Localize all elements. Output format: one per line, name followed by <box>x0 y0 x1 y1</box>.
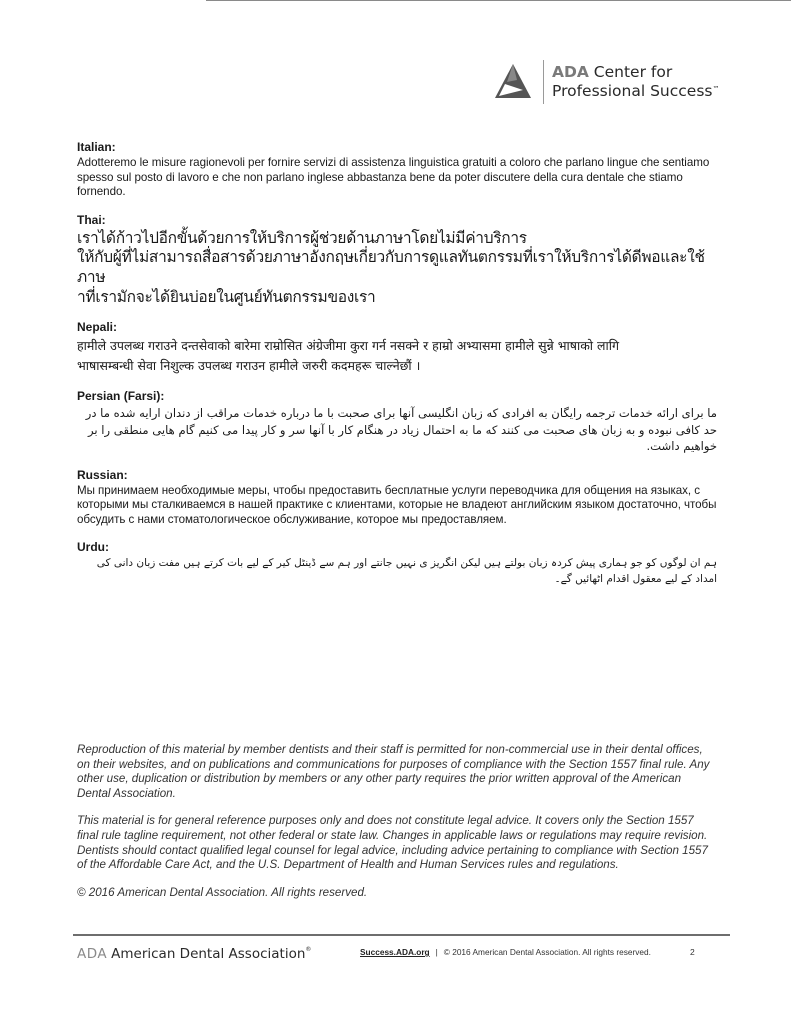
logo-text <box>552 63 719 101</box>
translation-line: हामीले उपलब्ध गराउने दन्तसेवाको बारेमा राम्रोसित अंग्रेजीमा कुरा गर्न नसक्ने र हाम्रो अभ्यासमा हामीले सुन्ने भाषाको लागि <box>77 338 619 354</box>
language-label: Russian: <box>77 467 128 482</box>
tagline-content <box>77 140 717 600</box>
language-label: Italian: <box>77 140 116 154</box>
section-urdu <box>77 540 717 587</box>
trademark-mark: ™ <box>712 85 720 93</box>
translation-line: भाषासम्बन्धी सेवा निशुल्क उपलब्ध गराउन हामीले जरुरी कदमहरू चाल्नेछौं । <box>77 358 421 374</box>
section-persian <box>77 389 717 455</box>
language-label: Persian (Farsi): <box>77 389 165 404</box>
page-footer <box>77 944 717 964</box>
logo-line1: Center for <box>588 63 673 81</box>
logo-line2: Professional Success <box>552 82 713 100</box>
footer-copyright: © 2016 American Dental Association. All rights reserved. <box>443 947 651 957</box>
ada-footer-logo <box>77 946 311 962</box>
section-thai <box>77 213 717 307</box>
ada-triangle-logo-icon <box>493 62 533 102</box>
section-russian <box>77 468 717 528</box>
footer-brand-abbr: ADA <box>77 946 108 962</box>
registered-mark: ® <box>305 946 312 953</box>
section-italian <box>77 140 717 200</box>
translation-text: Adotteremo le misure ragionevoli per fornire servizi di assistenza linguistica gratuiti a coloro che parlano lingue che sentiamo spesso sul posto di lavoro e che non parlano inglese abbastanza bene da poter discutere della cura dentale che stiamo fornendo. <box>77 156 710 199</box>
disclaimer <box>77 743 717 913</box>
page-number: 2 <box>690 947 695 957</box>
language-label: Nepali: <box>77 320 118 335</box>
reproduction-notice: Reproduction of this material by member dentists and their staff is permitted for non-commercial use in their dental offices, on their websites, and on publications and communications for purposes of compliance with the Section 1557 final rule. Any other use, duplication or distribution by members or any other party requires the prior written approval of the American Dental Association. <box>77 743 710 800</box>
translation-line: าที่เรามักจะได้ยินบ่อยในศูนย์ทันตกรรมของเรา <box>77 287 376 306</box>
language-label: Thai: <box>77 212 106 227</box>
copyright-notice: © 2016 American Dental Association. All rights reserved. <box>77 885 368 899</box>
footer-separator: | <box>435 947 438 957</box>
footer-rule <box>73 934 730 936</box>
translation-line: ให้กับผู้ที่ไม่สามารถสื่อสารด้วยภาษาอังกฤษเกี่ยวกับการดูแลทันตกรรมที่เราให้บริการได้ดีพอและใช้ภาษ <box>77 248 705 286</box>
legal-notice: This material is for general reference purposes only and does not constitute legal advice. It covers only the Section 1557 final rule tagline requirement, not other federal or state law. Changes in applicable laws or regulations may require revision. Dentists should contact qualified legal counsel for legal advice, including advice pertaining to compliance with Section 1557 of the Affordable Care Act, and the U.S. Department of Health and Human Services rules and regulations. <box>77 814 708 872</box>
section-nepali <box>77 320 717 376</box>
translation-text: ما برای ارائه خدمات ترجمه رایگان به افرادی که زبان انگلیسی آنها برای صحبت با ما درباره خدمات مراقب از دندان ارایه شده ما در حد کافی نبوده و به زبان های صحبت می کنند که ما به احتمال زیاد در هنگام کار با آنها سر و کار پیدا می کنیم گام هایی منطقی را بر خواهیم داشت. <box>85 406 717 454</box>
success-ada-link[interactable]: Success.ADA.org <box>360 947 430 957</box>
logo-brand: ADA <box>552 63 589 81</box>
top-rule <box>206 0 791 1</box>
ada-cps-logo <box>493 60 719 104</box>
footer-brand-name: American Dental Association <box>111 946 306 962</box>
footer-info <box>360 947 651 957</box>
logo-divider <box>543 60 544 104</box>
translation-line: เราได้ก้าวไปอีกขั้นด้วยการให้บริการผู้ช่วยด้านภาษาโดยไม่มีค่าบริการ <box>77 228 527 247</box>
language-label: Urdu: <box>77 540 109 555</box>
translation-text: ہم ان لوگوں کو جو ہماری پیش کردہ زبان بولتے ہیں لیکن انگریز ی نہیں جانتے اور ہم سے ڈینٹل کیر کے لیے بات کرتے ہیں مفت زبان دانی کی امداد کے لیے معقول اقدام اٹھائیں گے۔ <box>96 557 717 585</box>
translation-text: Мы принимаем необходимые меры, чтобы предоставить бесплатные услуги переводчика для общения на языках, с которыми мы сталкиваемся в нашей практике с клиентами, которые не владеют английским языком достаточно, чтобы обсудить с нами стоматологическое обслуживание, которое мы предоставляем. <box>77 483 717 526</box>
